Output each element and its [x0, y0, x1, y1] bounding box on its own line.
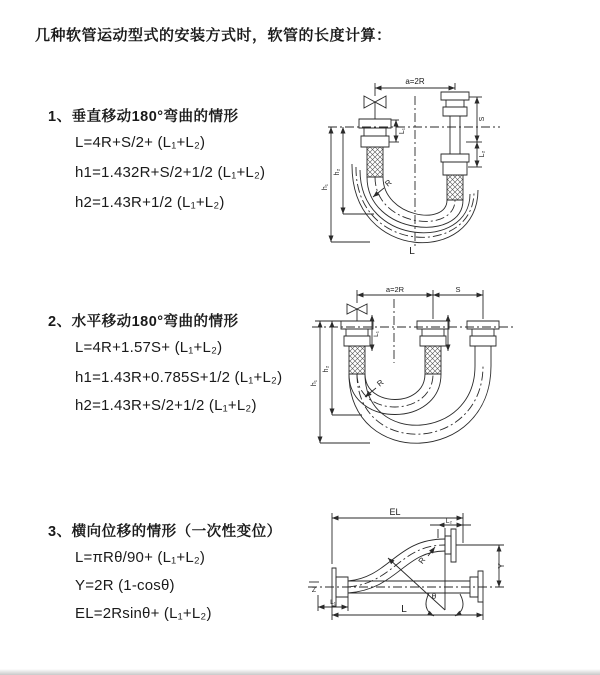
- axis-marker: [309, 582, 319, 594]
- section2-heading: 2、水平移动180°弯曲的情形: [48, 314, 239, 330]
- axis-label: Z: [311, 587, 317, 594]
- section3-formula-l: L=πRθ/90+ (L₁+L₂): [75, 549, 206, 566]
- angle-callout: [426, 592, 463, 616]
- top-width-dimension: [357, 285, 483, 319]
- dim-y-label: Y: [497, 563, 506, 569]
- height-dimensions: [311, 321, 370, 443]
- bend-construction-lines: [388, 528, 445, 610]
- dim-l-label: L: [401, 604, 407, 615]
- centerlines: [328, 96, 500, 248]
- radius-label: R: [375, 377, 386, 389]
- dim-l1-label: L₁: [330, 599, 336, 606]
- section2-formula-l: L=4R+1.57S+ (L₁+L₂): [75, 339, 223, 356]
- l-dimension: [332, 602, 483, 620]
- hose-bend-arcs-position2: [349, 366, 491, 443]
- radius-callout: [373, 178, 394, 197]
- dim-h2-label: h₂: [323, 365, 330, 373]
- dim-width-label: a=2R: [405, 77, 425, 86]
- section1-formula-h1: h1=1.432R+S/2+1/2 (L₁+L₂): [75, 164, 266, 181]
- section3-heading: 3、横向位移的情形（一次性变位）: [48, 524, 282, 540]
- upper-flange: [445, 529, 456, 562]
- section1-formula-l: L=4R+S/2+ (L₁+L₂): [75, 134, 206, 151]
- dim-h1-label: h₁: [311, 379, 318, 387]
- top-width-dimension: [375, 77, 455, 96]
- hose-bend-arcs-position1: [349, 374, 441, 415]
- dim-s-label: S: [455, 285, 461, 294]
- right-pipe: [441, 92, 469, 200]
- dim-h1-label: h₁: [322, 183, 329, 191]
- dim-l2-label: L₂: [479, 150, 486, 158]
- angle-label: θ: [431, 592, 437, 601]
- valve-icon: [347, 304, 367, 321]
- diagram-horizontal-bend: [300, 281, 600, 456]
- valve-icon: [364, 96, 386, 119]
- dim-s-label: S: [479, 116, 486, 122]
- left-hose-fitting: [359, 119, 391, 177]
- section2-formula-h1: h1=1.43R+0.785S+1/2 (L₁+L₂): [75, 369, 283, 386]
- height-dimensions: [322, 127, 374, 242]
- page-title: 几种软管运动型式的安装方式时，软管的长度计算：: [35, 27, 392, 44]
- centerlines: [312, 299, 514, 363]
- radius-label: R: [383, 177, 394, 189]
- page-bottom-edge: [0, 669, 600, 675]
- dim-width-label: a=2R: [385, 285, 405, 294]
- dim-l2-label: L₂: [445, 518, 453, 525]
- radius-label: R: [416, 555, 428, 566]
- section1-heading: 1、垂直移动180°弯曲的情形: [48, 109, 239, 125]
- dim-h2-label: h₂: [334, 168, 341, 176]
- section2-formula-h2: h2=1.43R+S/2+1/2 (L₁+L₂): [75, 397, 257, 414]
- length-label: L: [409, 246, 415, 257]
- dim-l1-label: L₁: [373, 331, 380, 337]
- left-hose-fitting: [341, 321, 373, 374]
- fitting-length-dimension: [389, 120, 406, 142]
- dim-l1-label: L₁: [399, 127, 406, 135]
- diagram-lateral-displacement: [298, 498, 598, 663]
- middle-hose-fitting: [417, 321, 449, 374]
- l2-dimension: [430, 518, 471, 538]
- section1-formula-h2: h2=1.43R+1/2 (L₁+L₂): [75, 194, 225, 211]
- dim-el-label: EL: [389, 507, 401, 517]
- section3-formula-y: Y=2R (1-cosθ): [75, 577, 175, 594]
- right-hose-fitting: [467, 321, 499, 366]
- section3-formula-el: EL=2Rsinθ+ (L₁+L₂): [75, 605, 212, 622]
- diagram-vertical-bend: [300, 72, 580, 257]
